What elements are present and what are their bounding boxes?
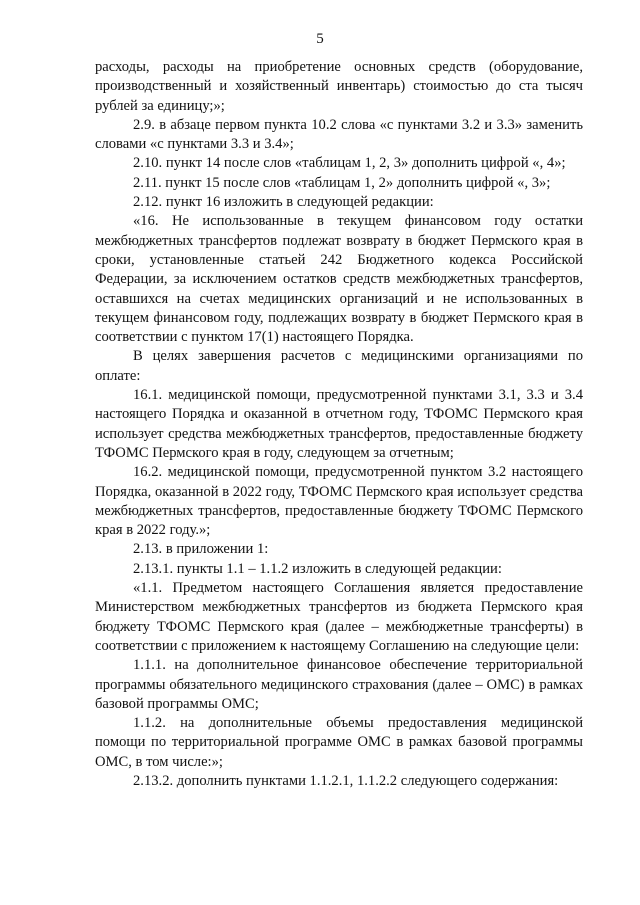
paragraph-3: 2.10. пункт 14 после слов «таблицам 1, 2, 3» дополнить цифрой «, 4»;: [133, 155, 566, 172]
paragraph-2: 2.9. в абзаце первом пункта 10.2 слова «с пунктами 3.2 и 3.3» заменить словами «с пунктами 3.3 и 3.4»;: [95, 116, 583, 153]
paragraph-6: «16. Не использованные в текущем финансовом году остатки межбюджетных трансфертов подлежат возврату в бюджет Пермского края в сроки, установленные статьей 242 Бюджетного кодекса Российской Федерации, за исключением остатков средств межбюджетных трансфертов, оставшихся на счетах медицинских организаций и не использованных в текущем финансовом году, подлежащих возврату в бюджет Пермского края в соответствии с пунктом 17(1) настоящего Порядка.: [95, 213, 583, 346]
paragraph-11: 2.13.1. пункты 1.1 – 1.1.2 изложить в следующей редакции:: [133, 560, 502, 577]
paragraph-14: 1.1.2. на дополнительные объемы предоставления медицинской помощи по территориальной программе ОМС в рамках базовой программы ОМС, в том числе:»;: [95, 715, 583, 770]
paragraph-5: 2.12. пункт 16 изложить в следующей редакции:: [133, 194, 434, 211]
paragraph-7: В целях завершения расчетов с медицинскими организациями по оплате:: [95, 348, 583, 384]
paragraph-9: 16.2. медицинской помощи, предусмотренной пунктом 3.2 настоящего Порядка, оказанной в 2022 году, ТФОМС Пермского края использует средства межбюджетных трансфертов, предоставленные бюджету ТФОМС Пермского края в 2022 году.»;: [95, 464, 583, 539]
paragraph-8: 16.1. медицинской помощи, предусмотренной пунктами 3.1, 3.3 и 3.4 настоящего Порядка и оказанной в отчетном году, ТФОМС Пермского края использует средства межбюджетных трансфертов, предоставленные бюджету ТФОМС Пермского края в году, следующем за отчетным;: [95, 387, 583, 461]
paragraph-12: «1.1. Предметом настоящего Соглашения является предоставление Министерством межбюджетных трансфертов из бюджета Пермского края бюджету ТФОМС Пермского края (далее – межбюджетные трансферты) в соответствии с приложением к настоящему Соглашению на следующие цели:: [95, 580, 583, 654]
paragraph-15: 2.13.2. дополнить пунктами 1.1.2.1, 1.1.2.2 следующего содержания:: [133, 772, 559, 789]
document-body: [95, 58, 583, 791]
paragraph-1: расходы, расходы на приобретение основных средств (оборудование, производственный и хозяйственный инвентарь) стоимостью до ста тысяч рублей за единицу;»;: [95, 59, 583, 114]
paragraph-10: 2.13. в приложении 1:: [133, 541, 269, 558]
paragraph-13: 1.1.1. на дополнительное финансовое обеспечение территориальной программы обязательного медицинского страхования (далее – ОМС) в рамках базовой программы ОМС;: [95, 657, 583, 712]
paragraph-4: 2.11. пункт 15 после слов «таблицам 1, 2» дополнить цифрой «, 3»;: [133, 174, 551, 191]
page-number: 5: [316, 31, 324, 47]
